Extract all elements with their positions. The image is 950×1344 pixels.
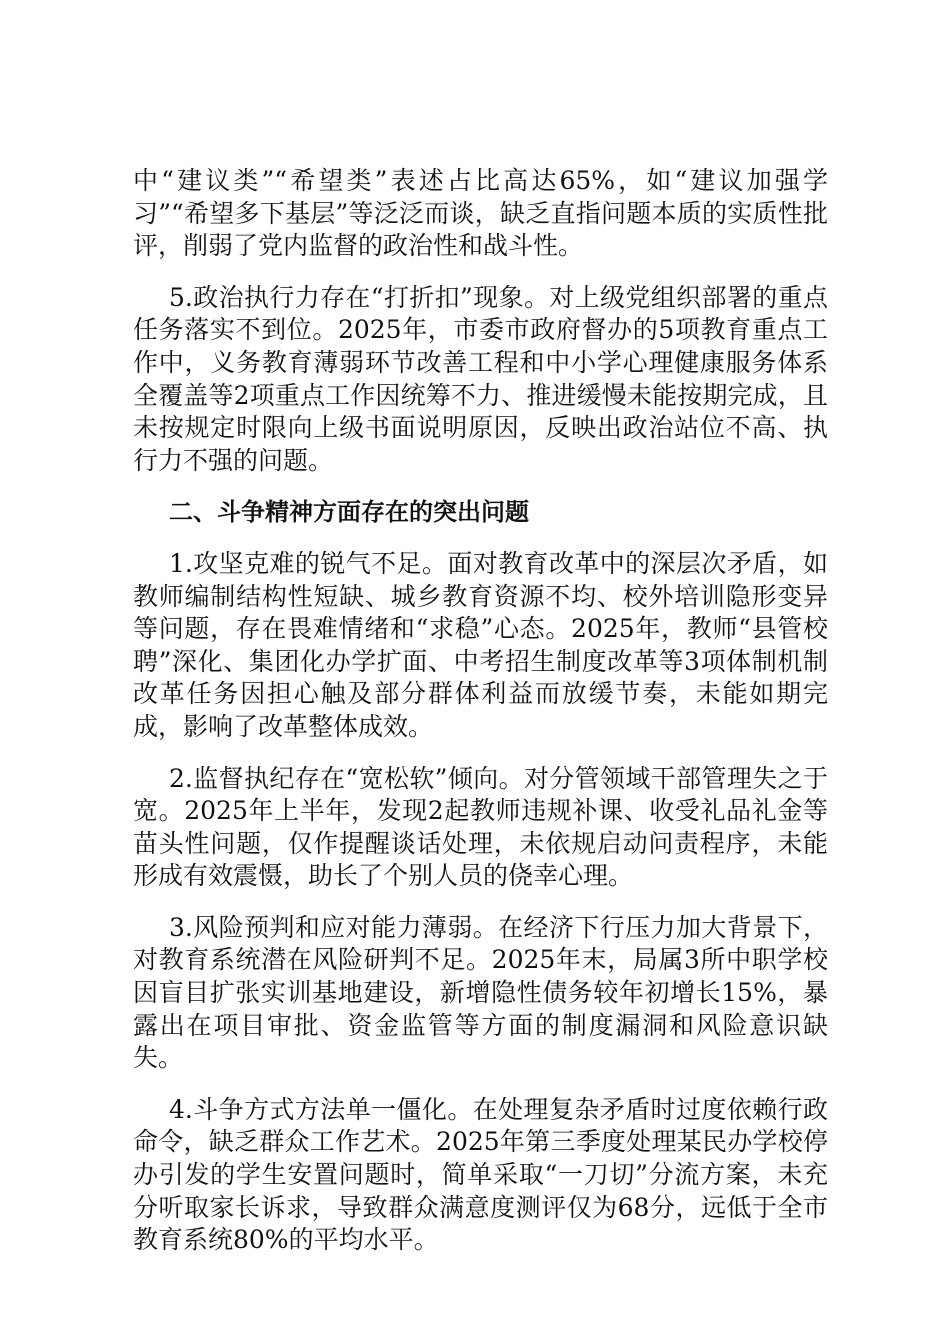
document-body [133,165,828,1276]
paragraph-item-5: 5.政治执行力存在“打折扣”现象。对上级党组织部署的重点任务落实不到位。2025年，市委市政府督办的5项教育重点工作中，义务教育薄弱环节改善工程和中小学心理健康服务体系全覆盖等2项重点工作因统筹不力、推进缓慢未能按期完成，且未按规定时限向上级书面说明原因，反映出政治站位不高、执行力不强的问题。 [133,282,828,475]
paragraph-item-2: 2.监督执纪存在“宽松软”倾向。对分管领域干部管理失之于宽。2025年上半年，发现2起教师违规补课、收受礼品礼金等苗头性问题，仅作提醒谈话处理，未依规启动问责程序，未能形成有效震慑，助长了个别人员的侥幸心理。 [133,763,828,891]
section-heading: 二、斗争精神方面存在的突出问题 [169,498,529,527]
paragraph-item-4: 4.斗争方式方法单一僵化。在处理复杂矛盾时过度依赖行政命令，缺乏群众工作艺术。2025年第三季度处理某民办学校停办引发的学生安置问题时，简单采取“一刀切”分流方案，未充分听取家长诉求，导致群众满意度测评仅为68分，远低于全市教育系统80%的平均水平。 [133,1094,828,1255]
paragraph-item-1: 1.攻坚克难的锐气不足。面对教育改革中的深层次矛盾，如教师编制结构性短缺、城乡教育资源不均、校外培训隐形变异等问题，存在畏难情绪和“求稳”心态。2025年，教师“县管校聘”深化、集团化办学扩面、中考招生制度改革等3项体制机制改革任务因担心触及部分群体利益而放缓节奏，未能如期完成，影响了改革整体成效。 [133,548,828,741]
continuation-paragraph: 中“建议类”“希望类”表述占比高达65%，如“建议加强学习”“希望多下基层”等泛泛而谈，缺乏直指问题本质的实质性批评，削弱了党内监督的政治性和战斗性。 [133,166,828,261]
paragraph-item-3: 3.风险预判和应对能力薄弱。在经济下行压力加大背景下，对教育系统潜在风险研判不足。2025年末，局属3所中职学校因盲目扩张实训基地建设，新增隐性债务较年初增长15%，暴露出在项目审批、资金监管等方面的制度漏洞和风险意识缺失。 [133,912,828,1073]
